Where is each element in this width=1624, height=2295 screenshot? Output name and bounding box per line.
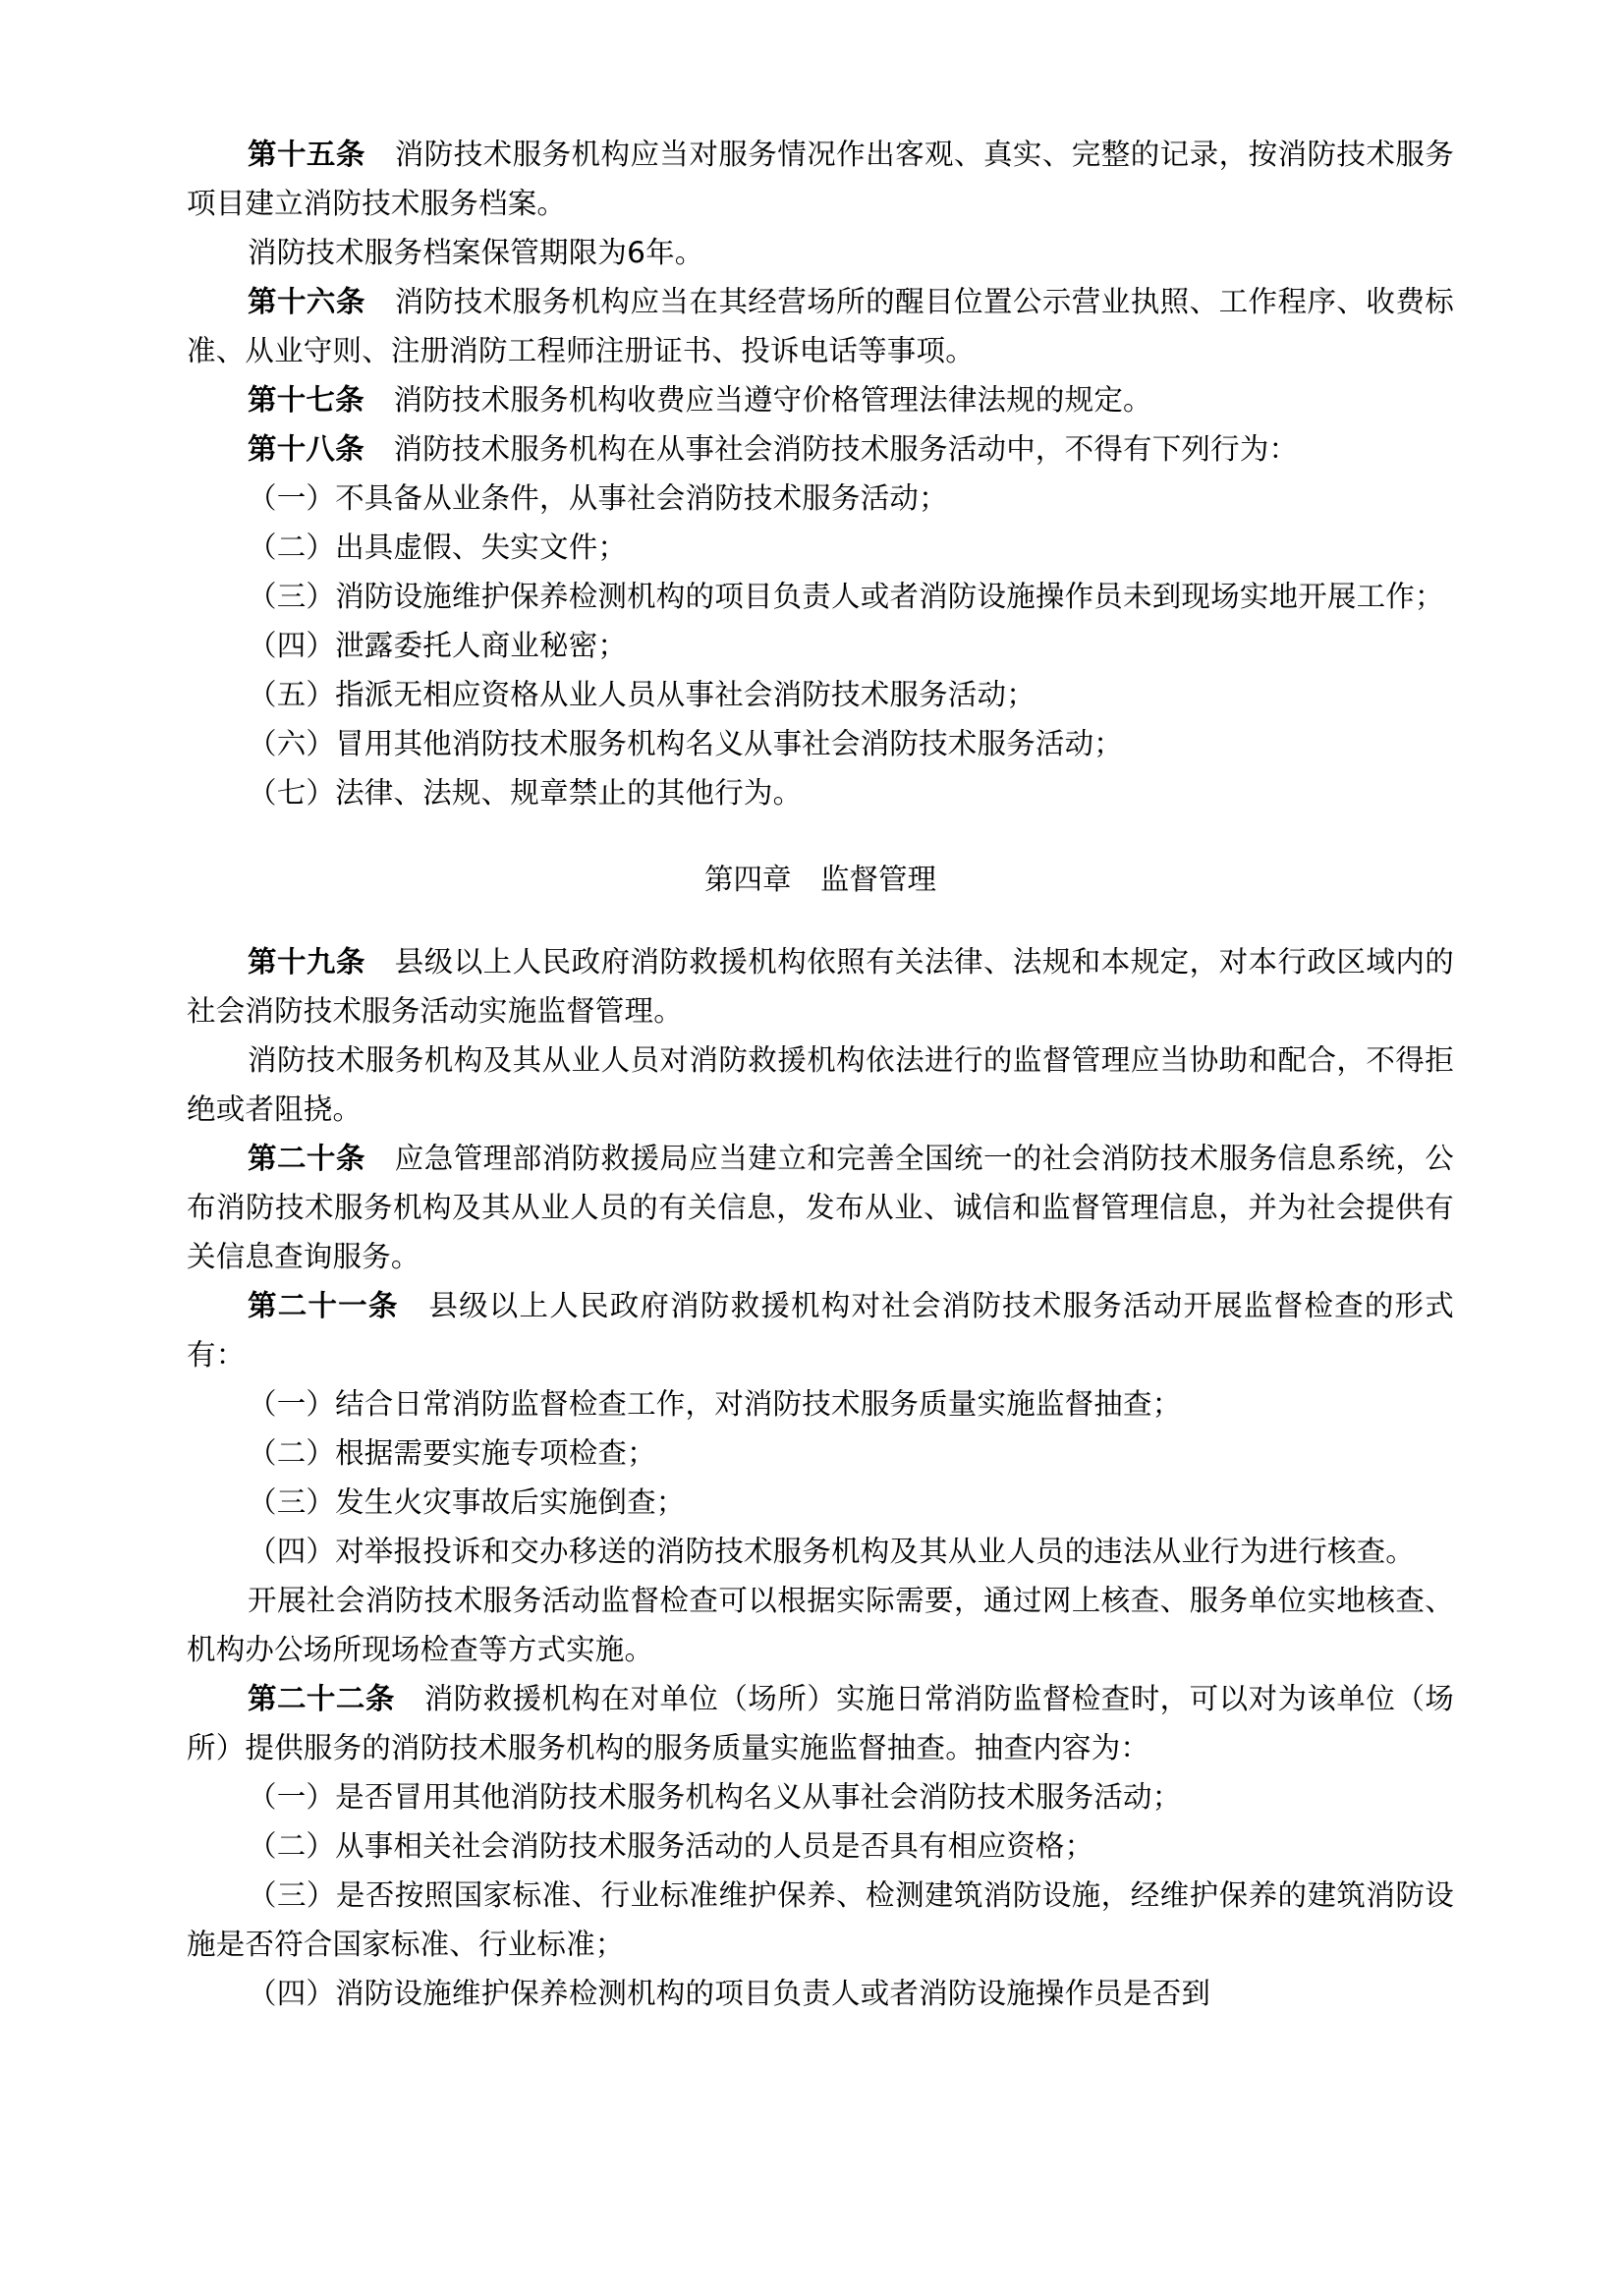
list-item-text: （六）冒用其他消防技术服务机构名义从事社会消防技术服务活动； [248, 727, 1124, 760]
chapter-heading: 第四章 监督管理 [703, 863, 936, 896]
article-text: 消防技术服务机构收费应当遵守价格管理法律法规的规定。 [393, 383, 1152, 417]
article-number: 第十八条 [248, 432, 364, 466]
paragraph-article-22 [187, 1674, 1454, 1772]
article-text: 消防技术服务机构应当在其经营场所的醒目位置公示营业执照、工作程序、收费标准、从业守则、注册消防工程师注册证书、投诉电话等事项。 [187, 285, 1454, 367]
article-number: 第十七条 [248, 383, 364, 417]
list-item-text: （四）泄露委托人商业秘密； [248, 629, 628, 662]
article-text: 消防救援机构在对单位（场所）实施日常消防监督检查时，可以对为该单位（场所）提供服务的消防技术服务机构的服务质量实施监督抽查。抽查内容为： [187, 1682, 1454, 1764]
list-item [187, 1969, 1454, 2018]
article-text: 消防技术服务机构在从事社会消防技术服务活动中，不得有下列行为： [393, 432, 1299, 466]
list-item-text: （一）不具备从业条件，从事社会消防技术服务活动； [248, 481, 948, 515]
article-number: 第二十条 [248, 1142, 365, 1175]
paragraph-article-19-2 [187, 1036, 1454, 1134]
paragraph-article-21-2 [187, 1576, 1454, 1674]
paragraph-article-15 [187, 130, 1454, 228]
list-item-text: （三）是否按照国家标准、行业标准维护保养、检测建筑消防设施，经维护保养的建筑消防设施是否符合国家标准、行业标准； [187, 1878, 1454, 1961]
article-gap [364, 432, 394, 466]
list-item [187, 719, 1454, 768]
article-gap [365, 1142, 395, 1175]
list-item [187, 474, 1454, 523]
article-number: 第十六条 [248, 285, 365, 318]
list-item [187, 1527, 1454, 1576]
paragraph-article-18 [187, 424, 1454, 474]
paragraph-article-16 [187, 277, 1454, 375]
list-item-text: （二）从事相关社会消防技术服务活动的人员是否具有相应资格； [248, 1829, 1094, 1863]
paragraph-article-19 [187, 937, 1454, 1036]
document-body [187, 130, 1454, 2018]
paragraph-text: 消防技术服务档案保管期限为6年。 [248, 236, 704, 269]
paragraph-article-20 [187, 1134, 1454, 1281]
list-item [187, 1428, 1454, 1478]
article-gap [365, 138, 395, 171]
list-item-text: （一）是否冒用其他消防技术服务机构名义从事社会消防技术服务活动； [248, 1780, 1182, 1814]
article-gap [364, 383, 394, 417]
article-text: 县级以上人民政府消防救援机构对社会消防技术服务活动开展监督检查的形式有： [187, 1289, 1454, 1371]
list-item [187, 1772, 1454, 1821]
list-item-text: （四）对举报投诉和交办移送的消防技术服务机构及其从业人员的违法从业行为进行核查。 [248, 1535, 1416, 1568]
list-item [187, 1379, 1454, 1428]
paragraph-article-17 [187, 375, 1454, 424]
list-item-text: （五）指派无相应资格从业人员从事社会消防技术服务活动； [248, 678, 1036, 711]
list-item [187, 670, 1454, 719]
paragraph-article-21 [187, 1281, 1454, 1379]
article-number: 第二十一条 [248, 1289, 399, 1322]
list-item-text: （二）出具虚假、失实文件； [248, 531, 628, 564]
article-text: 应急管理部消防救援局应当建立和完善全国统一的社会消防技术服务信息系统，公布消防技术服务机构及其从业人员的有关信息，发布从业、诚信和监督管理信息，并为社会提供有关信息查询服务。 [187, 1142, 1454, 1273]
article-number: 第十五条 [248, 138, 365, 171]
list-item [187, 1871, 1454, 1969]
list-item [187, 621, 1454, 670]
list-item [187, 523, 1454, 572]
article-gap [399, 1289, 429, 1322]
list-item-text: （三）消防设施维护保养检测机构的项目负责人或者消防设施操作员未到现场实地开展工作； [248, 580, 1444, 613]
list-item-text: （二）根据需要实施专项检查； [248, 1436, 656, 1470]
paragraph-text: 消防技术服务机构及其从业人员对消防救援机构依法进行的监督管理应当协助和配合，不得拒绝或者阻挠。 [187, 1043, 1454, 1126]
list-item-text: （三）发生火灾事故后实施倒查； [248, 1485, 686, 1519]
list-item-text: （七）法律、法规、规章禁止的其他行为。 [248, 776, 803, 810]
article-text: 消防技术服务机构应当对服务情况作出客观、真实、完整的记录，按消防技术服务项目建立消防技术服务档案。 [187, 138, 1454, 220]
article-number: 第二十二条 [248, 1682, 395, 1715]
paragraph-text: 开展社会消防技术服务活动监督检查可以根据实际需要，通过网上核查、服务单位实地核查、机构办公场所现场检查等方式实施。 [187, 1584, 1454, 1666]
list-item-text: （四）消防设施维护保养检测机构的项目负责人或者消防设施操作员是否到 [248, 1977, 1211, 2010]
list-item [187, 1821, 1454, 1871]
article-gap [365, 945, 395, 979]
list-item [187, 768, 1454, 817]
article-gap [365, 285, 395, 318]
article-gap [395, 1682, 424, 1715]
article-text: 县级以上人民政府消防救援机构依照有关法律、法规和本规定，对本行政区域内的社会消防技术服务活动实施监督管理。 [187, 945, 1454, 1028]
list-item-text: （一）结合日常消防监督检查工作，对消防技术服务质量实施监督抽查； [248, 1387, 1182, 1421]
list-item [187, 572, 1454, 621]
paragraph-article-15-2 [187, 228, 1454, 277]
article-number: 第十九条 [248, 945, 365, 979]
list-item [187, 1478, 1454, 1527]
